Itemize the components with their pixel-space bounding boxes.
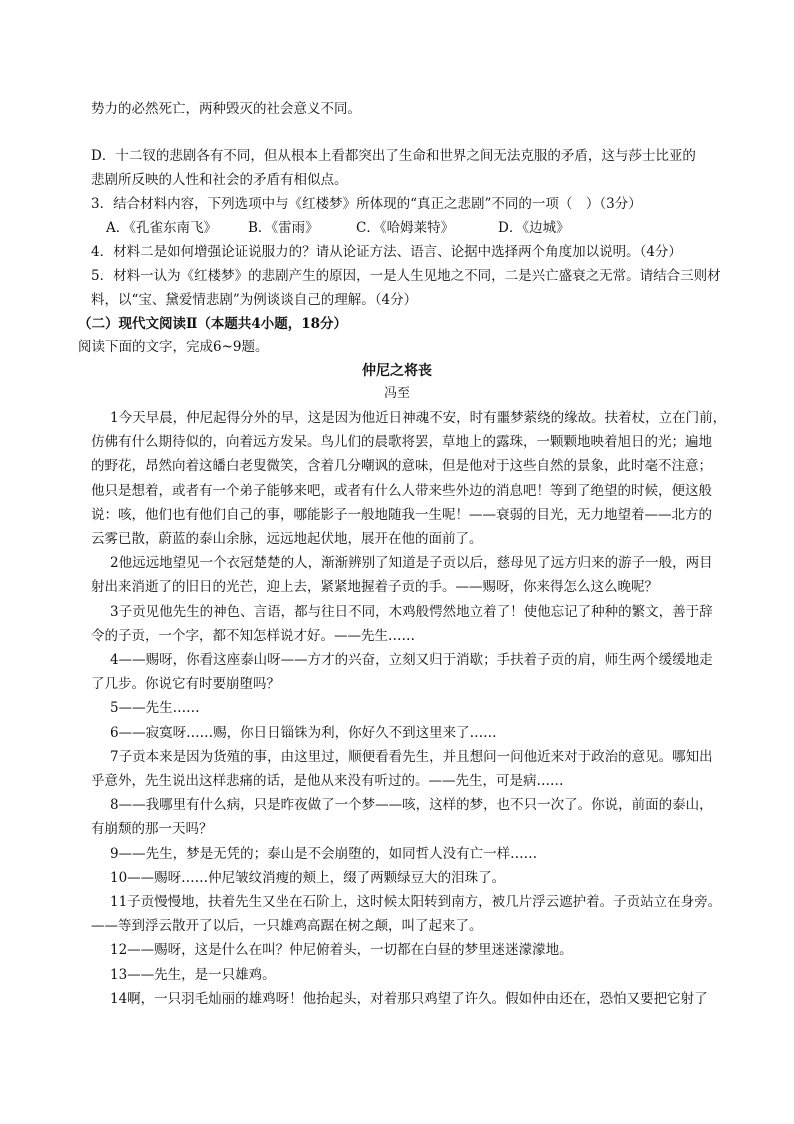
passage-line: 5——先生…… [110, 700, 200, 717]
passage-line: 7子贡本来是因为货殖的事，由这里过，顺便看看先生，并且想问一问他近来对于政治的意见。哪知出 [110, 748, 713, 765]
passage-line: 乎意外，先生说出这样悲痛的话，是他从来没有听过的。——先生，可是病…… [91, 773, 564, 789]
passage-title: 仲尼之将丧 [362, 363, 432, 379]
question-3-options [106, 218, 736, 238]
passage-line: 仿佛有什么期待似的，向着远方发呆。鸟儿们的晨歌将罢，草地上的露珠，一颗颗地映着旭日的光；遍地 [91, 434, 712, 451]
q3-option-a: A．《孔雀东南飞》 [106, 220, 217, 236]
option-d-line-1: D．十二钗的悲剧各有不同，但从根本上看都突出了生命和世界之间无法克服的矛盾，这与莎士比亚的 [91, 148, 696, 164]
passage-line: 4——赐呀，你看这座泰山呀——方才的兴奋，立刻又归于消歇；手扶着子贡的肩，师生两个缓缓地走 [110, 652, 713, 668]
passage-line: 有崩颓的那一天吗？ [91, 821, 213, 838]
question-5-line-1: 5．材料一认为《红楼梦》的悲剧产生的原因，一是人生见地之不同，二是兴亡盛衰之无常。请结合三则材 [91, 268, 721, 284]
passage-line: 11子贡慢慢地，扶着先生又坐在石阶上，这时候太阳转到南方，被几片浮云遮护着。子贡站立在身旁。 [110, 894, 722, 910]
passage-line: 13——先生，是一只雄鸡。 [110, 966, 276, 983]
section-heading: （二）现代文阅读Ⅱ（本题共4小题，18分） [78, 316, 348, 332]
q3-option-c: C．《哈姆莱特》 [356, 220, 455, 236]
passage-line: 2他远远地望见一个衣冠楚楚的人，渐渐辨别了知道是子贡以后，慈母见了远方归来的游子一般，两目 [110, 555, 713, 572]
passage-line: 3子贡见他先生的神色、言语，都与往日不同，木鸡般愕然地立着了！使他忘记了种种的繁文，善于辞 [110, 603, 713, 620]
option-d-line-2: 悲剧所反映的人性和社会的矛盾有相似点。 [91, 172, 348, 188]
question-4: 4．材料二是如何增强论证说服力的？请从论证方法、语言、论据中选择两个角度加以说明。（4分） [91, 244, 682, 260]
passage-line: 的野花，昂然向着这皤白老叟微笑，含着几分嘲讽的意味，但是他对于这些自然的景象，此时毫不注意； [91, 458, 712, 475]
passage-line: 令的子贡，一个字，都不知怎样说才好。——先生…… [91, 627, 415, 644]
passage-line: 1今天早晨，仲尼起得分外的早，这是因为他近日神魂不安，时有噩梦萦绕的缘故。扶着杖，立在门前， [110, 410, 727, 426]
passage-line: 射出来消逝了的旧日的光芒，迎上去，紧紧地握着子贡的手。——赐呀，你来得怎么这么晚呢？ [91, 579, 658, 596]
continued-option-text: 势力的必然死亡，两种毁灭的社会意义不同。 [91, 101, 361, 117]
passage-line: 8——我哪里有什么病，只是昨夜做了一个梦——咳，这样的梦，也不只一次了。你说，前面的泰山， [110, 797, 713, 814]
passage-author: 冯至 [383, 386, 410, 401]
passage-line: 了几步。你说它有时要崩堕吗？ [91, 676, 280, 693]
passage-line: 说：咳，他们也有他们自己的事，哪能影子一般地随我一生呢！——衰弱的目光，无力地望着——北方的 [91, 506, 712, 523]
question-3: 3．结合材料内容，下列选项中与《红楼梦》所体现的“真正之悲剧”不同的一项（ ）（3分） [91, 196, 642, 212]
question-5-line-2: 料，以“宝、黛爱情悲剧”为例谈谈自己的理解。（4分） [91, 292, 418, 308]
q3-option-b: B．《雷雨》 [248, 220, 319, 236]
passage-line: 9——先生，梦是无凭的；泰山是不会崩堕的，如同哲人没有亡一样…… [110, 845, 538, 862]
passage-line: 10——赐呀……仲尼皱纹消瘦的颊上，缀了两颗绿豆大的泪珠了。 [110, 869, 506, 886]
passage-line: 他只是想着，或者有一个弟子能够来吧，或者有什么人带来些外边的消息吧！等到了绝望的时候，便这般 [91, 482, 712, 499]
passage-line: 云雾已散，蔚蓝的泰山余脉，远远地起伏地，展开在他的面前了。 [91, 531, 483, 547]
q3-option-d: D．《边城》 [498, 220, 570, 236]
passage-line: 12——赐呀，这是什么在叫？仲尼俯着头，一切都在白昼的梦里迷迷濛濛地。 [110, 942, 573, 959]
passage-line: 6——寂寞呀……赐，你日日锱铢为利，你好久不到这里来了…… [110, 724, 497, 741]
passage-line: ——等到浮云散开了以后，一只雄鸡高踞在树之颠，叫了起来了。 [91, 918, 483, 935]
section-instruction: 阅读下面的文字，完成6~9题。 [78, 339, 269, 355]
passage-line: 14啊，一只羽毛灿丽的雄鸡呀！他抬起头，对着那只鸡望了许久。假如仲由还在，恐怕又要把它射了 [110, 990, 708, 1007]
